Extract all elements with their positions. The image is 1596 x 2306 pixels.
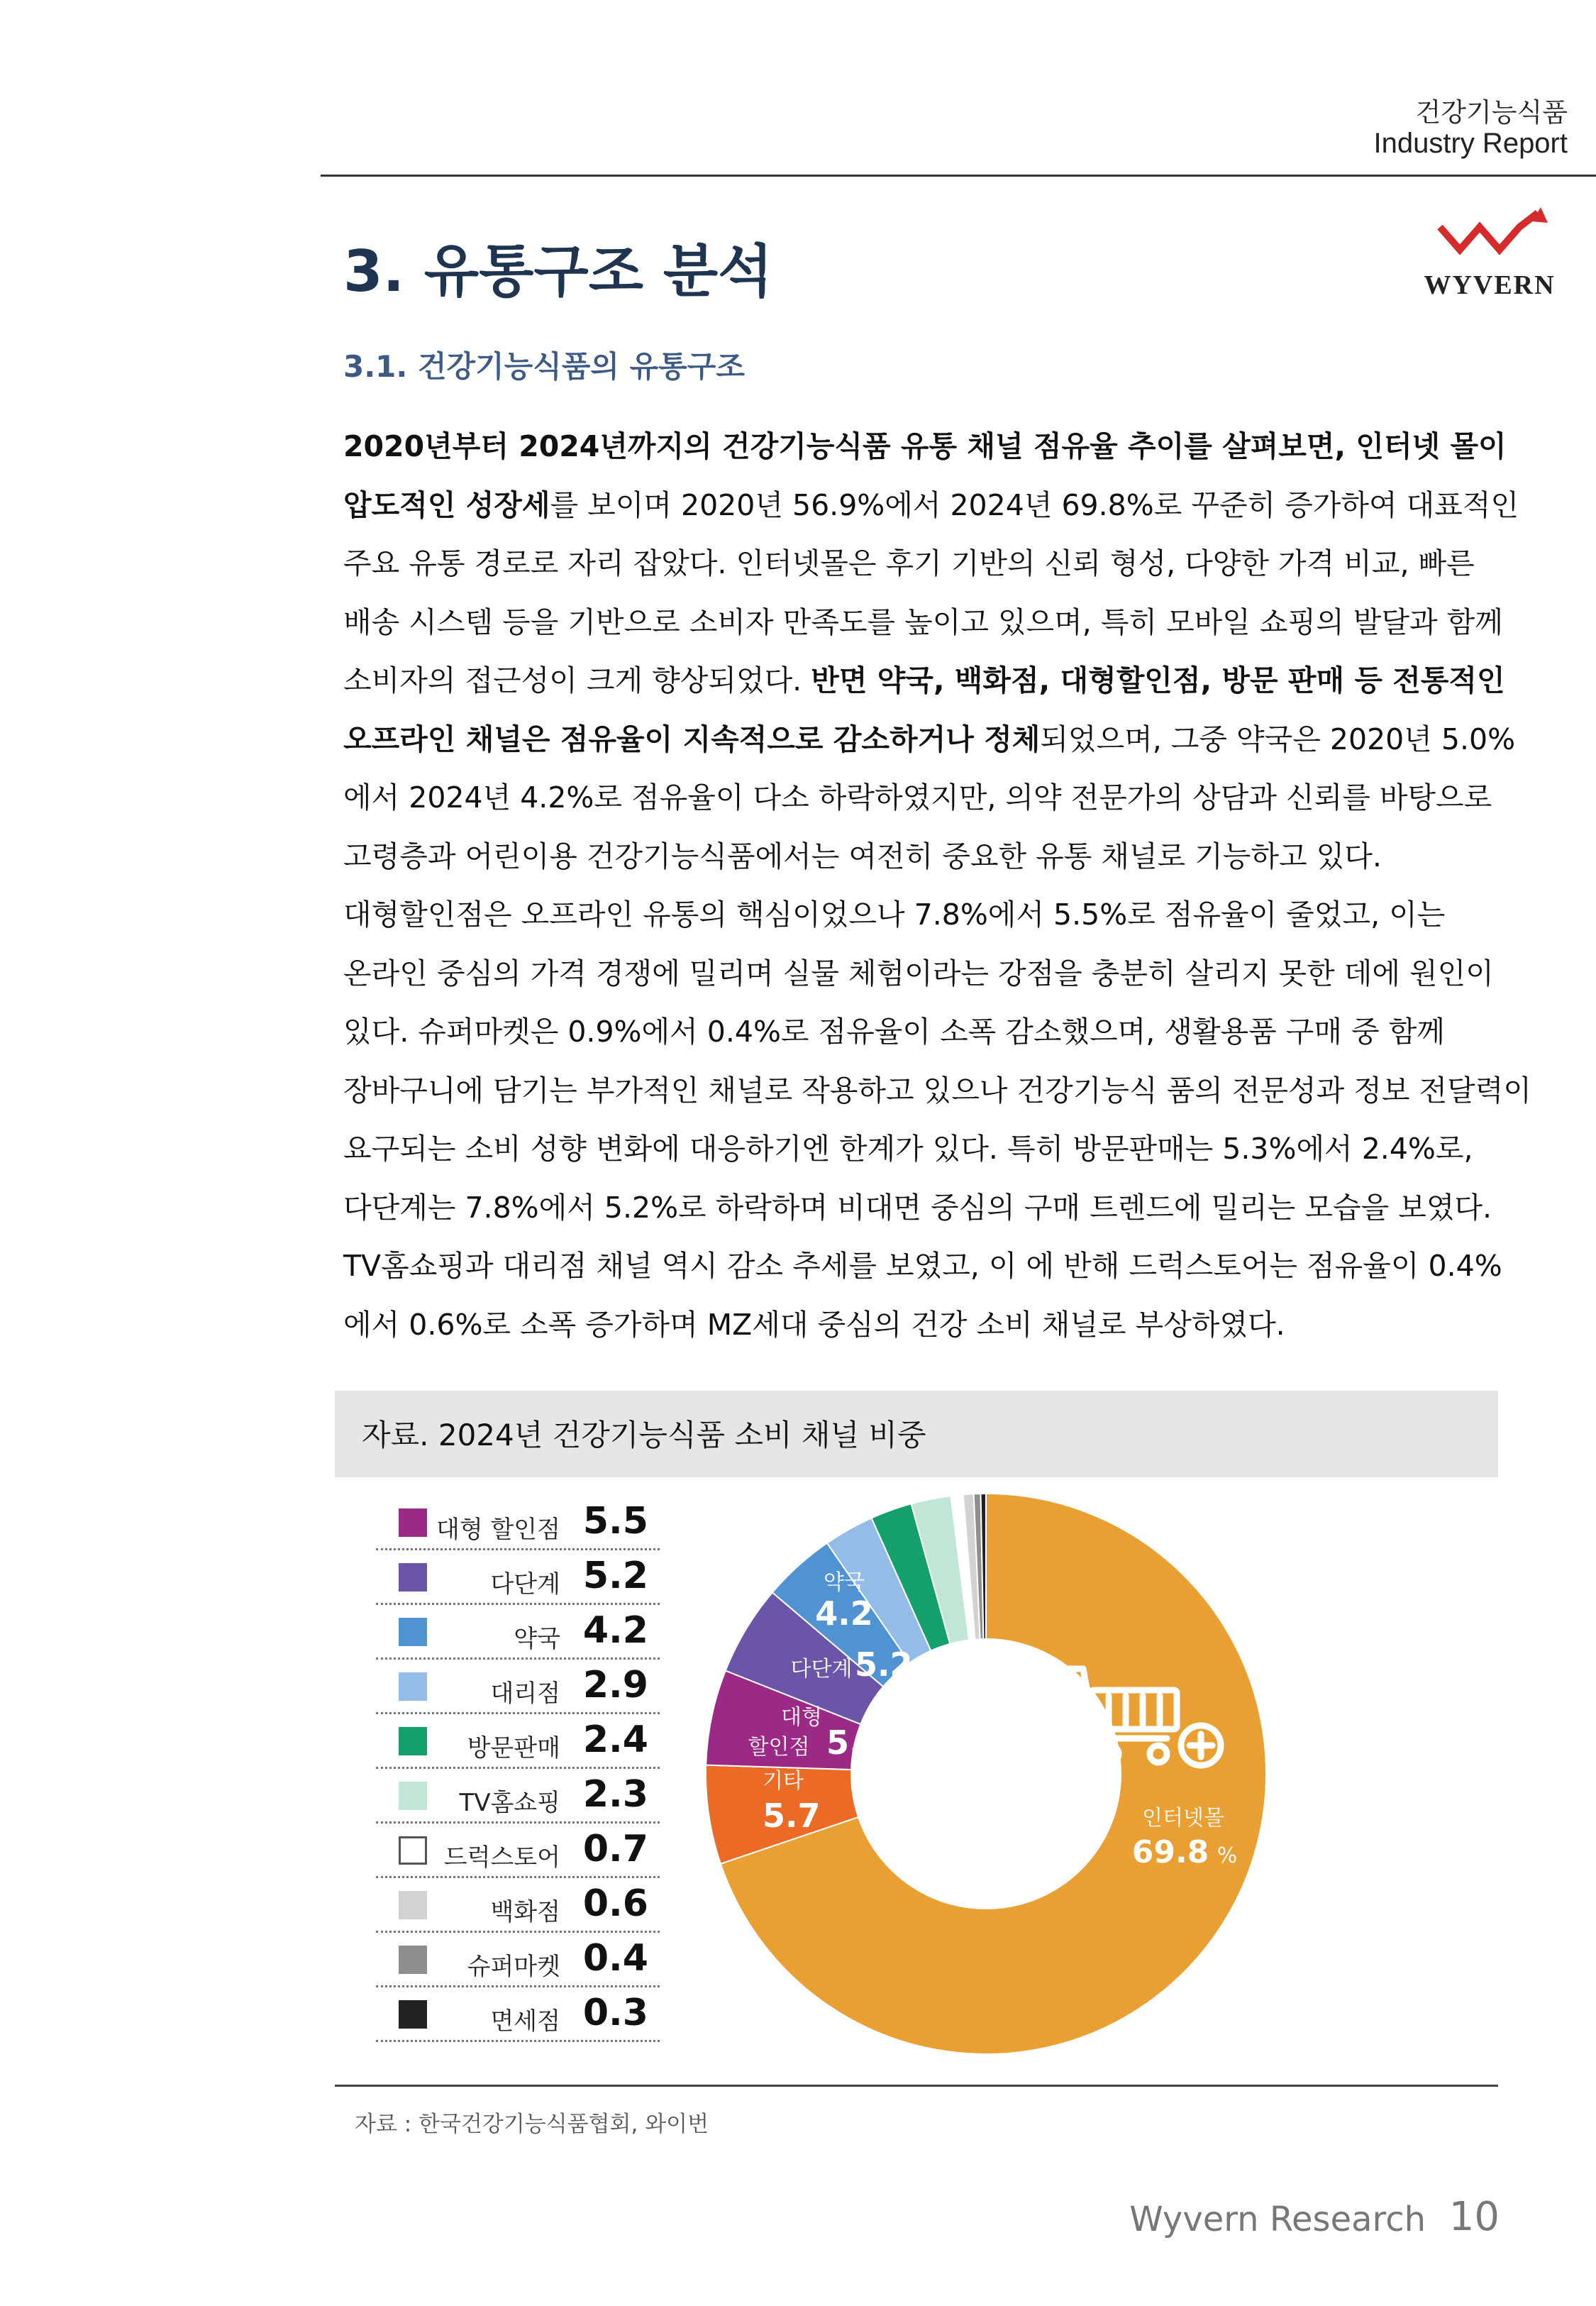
paragraph-run-3: 반면 약국, 백화점, 대형할인점, 방문 판매 등 전통적인 오프라인 채널은 점유율이 지속적으로 감소하거나 정체 bbox=[343, 663, 1505, 756]
header-divider bbox=[321, 175, 1596, 177]
legend-swatch bbox=[399, 1946, 427, 1974]
chart-legend bbox=[376, 1496, 660, 2042]
legend-swatch bbox=[399, 1782, 427, 1810]
legend-row bbox=[376, 1496, 660, 1550]
legend-label: 방문판매 bbox=[467, 1734, 560, 1762]
slice-label-discount-value: 5.5 bbox=[826, 1723, 885, 1762]
wyvern-logo bbox=[1419, 206, 1561, 305]
legend-value: 0.4 bbox=[582, 1937, 648, 1980]
legend-row bbox=[376, 1769, 660, 1824]
legend-label: 드럭스토어 bbox=[443, 1843, 560, 1872]
wyvern-wave-icon bbox=[1419, 206, 1561, 270]
slice-label-internet-name: 인터넷몰 bbox=[1142, 1806, 1224, 1831]
legend-value: 4.2 bbox=[582, 1609, 648, 1652]
slice-label-internet-unit: % bbox=[1217, 1843, 1238, 1868]
legend-label: 면세점 bbox=[490, 2007, 560, 2036]
legend-label: 다단계 bbox=[490, 1570, 560, 1599]
slice-label-mlm-name: 다단계 bbox=[790, 1657, 853, 1682]
legend-row bbox=[376, 1824, 660, 1878]
paragraph-run-4: 되었으며, 그중 약국은 2020년 5.0%에서 2024년 4.2%로 점유율이 다소 하락하였지만, 의약 전문가의 상담과 신뢰를 바탕으로 고령층과 어린이용 건강기능식품에서는 여전히 중요한 유통 채널로 기능하고 있다. 대형할인점은 오프라인 유통의 핵심이었으나 7.8%에서 5.5%로 점유율이 줄었고, 이는 온라인 중심의 가격 경쟁에 밀리며 실물 체험이라는 강점을 충분히 살리지 못한 데에 원인이 있다. 슈퍼마켓은 0.9%에서 0.4%로 점유율이 소폭 감소했으며, 생활용품 구매 중 함께 장바구니에 담기는 부가적인 채널로 작용하고 있으나 건강기능식 품의 전문성과 정보 전달력이 요구되는 소비 성향 변화에 대응하기엔 한계가 있다. 특히 방문판매는 5.3%에서 2.4%로, 다단계는 7.8%에서 5.2%로 하락하며 비대면 중심의 구매 트렌드에 밀리는 모습을 보였다. TV홈쇼핑과 대리점 채널 역시 감소 추세를 보였고, 이 에 반해 드럭스토어는 점유율이 0.4%에서 0.6%로 소폭 증가하며 MZ세대 중심의 건강 소비 채널로 부상하였다. bbox=[343, 722, 1531, 1342]
legend-value: 0.7 bbox=[582, 1828, 648, 1870]
legend-label: 약국 bbox=[514, 1625, 560, 1653]
legend-row bbox=[376, 1933, 660, 1987]
legend-row bbox=[376, 1878, 660, 1933]
slice-label-pharmacy-name: 약국 bbox=[824, 1570, 865, 1595]
legend-label: 대리점 bbox=[490, 1679, 560, 1708]
source-note: 자료 : 한국건강기능식품협회, 와이번 bbox=[355, 2112, 709, 2137]
legend-value: 2.3 bbox=[582, 1773, 648, 1816]
subsection-title: 3.1. 건강기능식품의 유통구조 bbox=[343, 349, 745, 384]
legend-value: 0.6 bbox=[582, 1882, 648, 1925]
slice-label-other-name: 기타 bbox=[763, 1769, 804, 1794]
paragraph-run-2: 를 보이며 2020년 56.9%에서 2024년 69.8%로 꾸준히 증가하여 대표적인 주요 유통 경로로 자리 잡았다. 인터넷몰은 후기 기반의 신뢰 형성, 다양한 가격 비교, 빠른 배송 시스템 등을 기반으로 소비자 만족도를 높이고 있으며, 특히 모바일 쇼핑의 발달과 함께 소비자의 접근성이 크게 향상되었다. bbox=[343, 487, 1519, 697]
slice-label-mlm-value: 5.2 bbox=[855, 1645, 913, 1684]
slice-label-other-value: 5.7 bbox=[763, 1797, 821, 1835]
header-report-name: Industry Report bbox=[1373, 128, 1568, 159]
body-paragraph bbox=[343, 417, 1535, 1354]
legend-value: 5.5 bbox=[582, 1500, 648, 1543]
legend-label: 슈퍼마켓 bbox=[467, 1953, 560, 1981]
legend-row bbox=[376, 1605, 660, 1660]
slice-label-internet-value: 69.8 bbox=[1131, 1834, 1209, 1870]
slice-label-discount-name-2: 할인점 bbox=[748, 1735, 810, 1760]
legend-row bbox=[376, 1660, 660, 1714]
legend-value: 5.2 bbox=[582, 1555, 648, 1597]
logo-text: WYVERN bbox=[1424, 270, 1556, 300]
legend-row bbox=[376, 1987, 660, 2042]
legend-value: 0.3 bbox=[582, 1992, 648, 2034]
legend-value: 2.9 bbox=[582, 1664, 648, 1706]
legend-label: TV홈쇼핑 bbox=[459, 1789, 560, 1817]
legend-swatch bbox=[399, 1836, 427, 1865]
slice-label-pharmacy-value: 4.2 bbox=[815, 1594, 873, 1633]
figure-caption: 자료. 2024년 건강기능식품 소비 채널 비중 bbox=[362, 1418, 926, 1452]
header-category: 건강기능식품 bbox=[1415, 97, 1568, 128]
pie-chart bbox=[702, 1490, 1270, 2058]
source-divider bbox=[335, 2085, 1498, 2087]
legend-row bbox=[376, 1550, 660, 1605]
legend-swatch bbox=[399, 1618, 427, 1646]
legend-value: 2.4 bbox=[582, 1719, 648, 1761]
page-number: 10 bbox=[1448, 2194, 1500, 2240]
slice-label-discount-name-1: 대형 bbox=[781, 1705, 822, 1730]
legend-label: 백화점 bbox=[490, 1898, 560, 1926]
legend-label: 대형 할인점 bbox=[436, 1516, 560, 1544]
legend-swatch bbox=[399, 2000, 427, 2029]
legend-swatch bbox=[399, 1891, 427, 1919]
footer-brand: Wyvern Research bbox=[1129, 2200, 1426, 2239]
legend-swatch bbox=[399, 1563, 427, 1591]
section-title: 3. 유통구조 분석 bbox=[343, 238, 773, 304]
legend-swatch bbox=[399, 1508, 427, 1537]
paragraph-run-1: 2020년부터 2024년까지의 건강기능식품 유통 채널 점유율 추이를 살펴보면, 인터넷 몰이 압도적인 성장세 bbox=[343, 429, 1507, 522]
legend-swatch bbox=[399, 1727, 427, 1755]
legend-swatch bbox=[399, 1672, 427, 1701]
pie-chart-svg bbox=[702, 1490, 1270, 2058]
legend-row bbox=[376, 1714, 660, 1769]
